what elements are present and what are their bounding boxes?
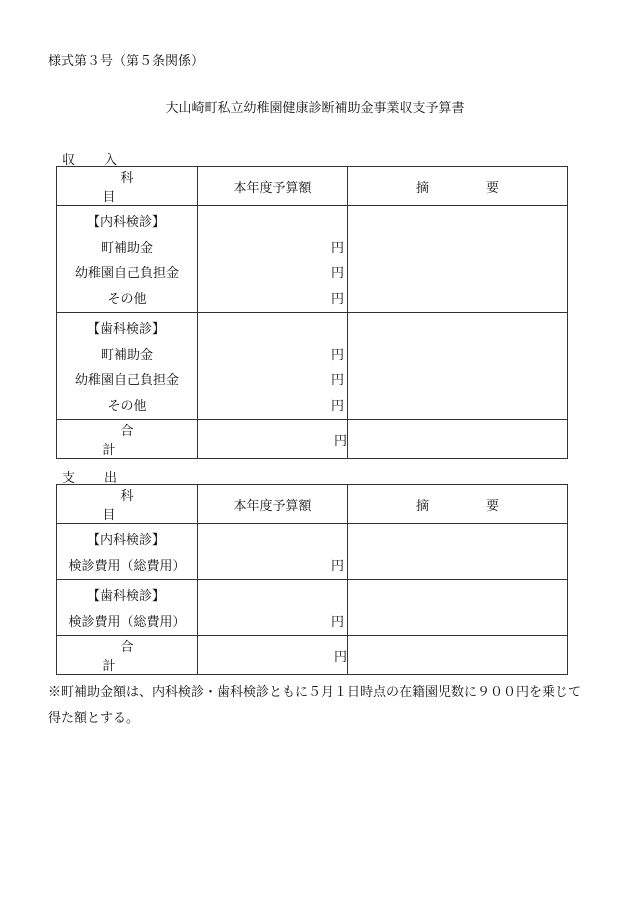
income-section-label: 収 入 [62,153,126,168]
item-name: その他 [107,398,147,414]
income-group-dental [57,313,568,420]
yen-unit: 円 [330,291,344,307]
col-header-subject: 科 目 [57,167,198,206]
remarks-cell[interactable] [348,206,568,313]
item-name: 幼稚園自己負担金 [74,373,179,388]
income-group-internal [57,206,568,313]
total-label: 合 計 [57,636,198,675]
footnote: ※町補助金額は、内科検診・歯科検診ともに５月１日時点の在籍園児数に９００円を乗じて得た額とする。 [48,685,582,726]
group-title: 【歯科検診】 [87,322,166,337]
group-title: 【歯科検診】 [87,589,166,604]
yen-unit: 円 [330,347,344,363]
col-header-remarks: 摘 要 [348,485,568,524]
expense-total-row [57,636,568,675]
item-name: 幼稚園自己負担金 [74,266,179,281]
col-header-budget: 本年度予算額 [198,485,348,524]
expense-group-internal [57,524,568,580]
item-name: 町補助金 [100,240,153,256]
total-label: 合 計 [57,420,198,459]
budget-cell[interactable] [198,524,348,580]
budget-cell[interactable] [198,206,348,313]
remarks-cell[interactable] [348,420,568,459]
item-name: 町補助金 [100,347,153,363]
yen-unit: 円 [330,398,344,414]
income-header-row [57,167,568,206]
col-header-subject: 科 目 [57,485,198,524]
income-table [56,166,568,459]
remarks-cell[interactable] [348,580,568,636]
yen-unit: 円 [330,614,344,630]
yen-unit: 円 [330,266,344,281]
remarks-cell[interactable] [348,524,568,580]
yen-unit: 円 [330,558,344,574]
col-header-remarks: 摘 要 [348,167,568,206]
yen-unit: 円 [330,373,344,388]
expense-table [56,484,568,675]
remarks-cell[interactable] [348,636,568,675]
group-title: 【内科検診】 [87,215,166,230]
item-name: その他 [107,291,147,307]
expense-section-label: 支 出 [62,471,126,486]
expense-header-row [57,485,568,524]
income-total-row [57,420,568,459]
document-title: 大山崎町私立幼稚園健康診断補助金事業収支予算書 [165,101,465,116]
total-budget-cell[interactable]: 円 [198,420,348,459]
subject-cell [57,524,198,580]
form-number: 様式第３号（第５条関係） [48,54,205,69]
subject-cell [57,313,198,420]
col-header-budget: 本年度予算額 [198,167,348,206]
item-name: 検診費用（総費用） [68,558,186,574]
group-title: 【内科検診】 [87,533,166,548]
budget-cell[interactable] [198,580,348,636]
subject-cell [57,580,198,636]
budget-cell[interactable] [198,313,348,420]
yen-unit: 円 [330,240,344,256]
total-budget-cell[interactable]: 円 [198,636,348,675]
remarks-cell[interactable] [348,313,568,420]
expense-group-dental [57,580,568,636]
item-name: 検診費用（総費用） [68,614,186,630]
subject-cell [57,206,198,313]
